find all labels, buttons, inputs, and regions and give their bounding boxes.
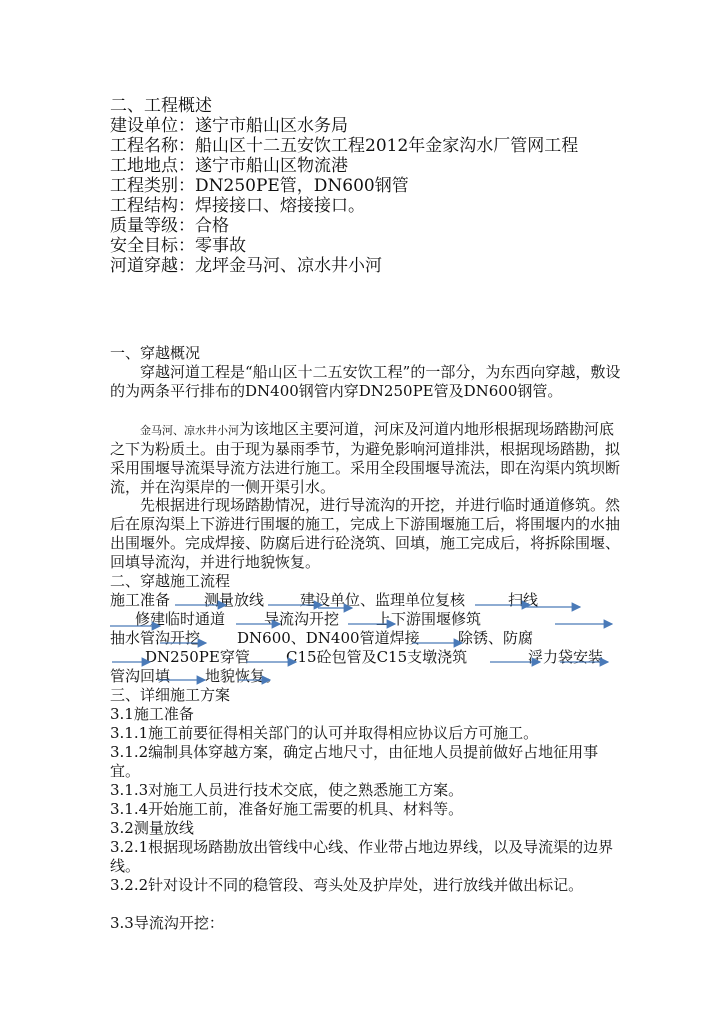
flow-step: DN600、DN400管道焊接 (237, 629, 420, 647)
flow-step: 建设单位、监理单位复核 (300, 591, 466, 609)
overview-line: 质量等级：合格 (110, 216, 229, 236)
overview-line: 工程名称：船山区十二五安饮工程2012年金家沟水厂管网工程 (110, 136, 579, 156)
crossing-heading: 一、穿越概况 (110, 344, 201, 362)
flow-step: 导流沟开挖 (264, 610, 340, 628)
river-names: 金马河、凉水井小河 (140, 424, 239, 437)
overview-line: 安全目标：零事故 (110, 236, 246, 256)
flow-step: DN250PE穿管 (145, 648, 250, 666)
plan-line: 3.1施工准备 (110, 705, 194, 723)
flow-step: 扫线 (508, 591, 539, 609)
plan-line: 3.1.2编制具体穿越方案，确定占地尺寸，由征地人员提前做好占地征用事宜。 (110, 743, 599, 780)
plan-line: 3.1.4开始施工前，准备好施工需要的机具、材料等。 (110, 800, 464, 818)
flow-step: 地貌恢复。 (205, 667, 281, 685)
plan-line: 3.2.2针对设计不同的稳管段、弯头处及护岸处，进行放线并做出标记。 (110, 876, 584, 894)
flow-step: 管沟回填 (110, 667, 171, 685)
overview-line: 建设单位：遂宁市船山区水务局 (110, 116, 348, 136)
flow-step: 浮力袋安装 (528, 648, 604, 666)
plan-line: 3.1.3对施工人员进行技术交底，使之熟悉施工方案。 (110, 781, 464, 799)
overview-line: 工程类别：DN250PE管，DN600钢管 (110, 176, 409, 196)
flow-heading: 二、穿越施工流程 (110, 572, 231, 590)
flow-step: 除锈、防腐 (458, 629, 534, 647)
paragraph-text: 穿越河道工程是“船山区十二五安饮工程”的一部分，为东西向穿越，敷设的为两条平行排布的DN400钢管内穿DN250PE管及DN600钢管。 (110, 363, 621, 400)
plan-line: 3.2测量放线 (110, 819, 194, 837)
flow-step: C15砼包管及C15支墩浇筑 (286, 648, 468, 666)
overview-line: 河道穿越：龙坪金马河、凉水井小河 (110, 256, 382, 276)
flow-step: 抽水管沟开挖 (110, 629, 201, 647)
plan-line: 3.1.1施工前要征得相关部门的认可并取得相应协议后方可施工。 (110, 724, 539, 742)
flow-step: 修建临时通道 (135, 610, 226, 628)
plan-line: 3.3导流沟开挖： (110, 914, 224, 932)
paragraph-text: 为该地区主要河道，河床及河道内地形根据现场踏勘河底之下为粉质土。由于现为暴雨季节，为避免影响河道排洪，根据现场踏勘，拟采用围堰导流渠导流方法进行施工。采用全段围堰导流法，即在沟渠内筑坝断流，并在沟渠岸的一侧开渠引水。 (110, 420, 621, 496)
overview-heading: 二、工程概述 (110, 96, 212, 116)
overview-line: 工地地点：遂宁市船山区物流港 (110, 156, 348, 176)
plan-heading: 三、详细施工方案 (110, 686, 231, 704)
overview-line: 工程结构：焊接接口、熔接接口。 (110, 196, 365, 216)
flow-step: 施工准备 (110, 591, 171, 609)
flow-step: 测量放线 (204, 591, 265, 609)
flow-step: 上下游围堰修筑 (376, 610, 482, 628)
plan-line: 3.2.1根据现场踏勘放出管线中心线、作业带占地边界线，以及导流渠的边界线。 (110, 838, 614, 875)
paragraph-text: 先根据进行现场踏勘情况，进行导流沟的开挖，并进行临时通道修筑。然后在原沟渠上下游进行围堰的施工，完成上下游围堰施工后，将围堰内的水抽出围堰外。完成焊接、防腐后进行砼浇筑、回填，施工完成后，将拆除围堰、回填导流沟，并进行地貌恢复。 (110, 496, 621, 571)
